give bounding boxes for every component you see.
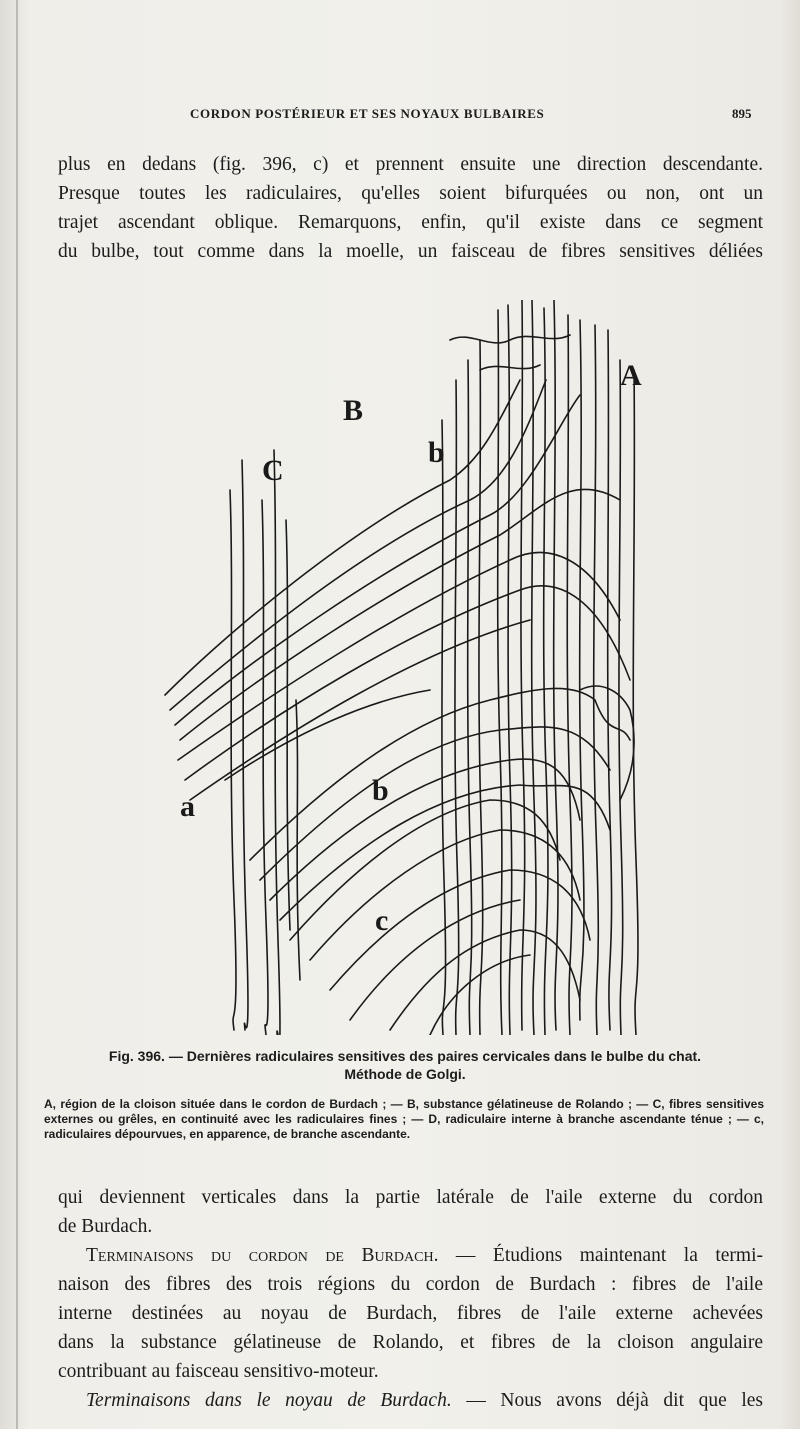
running-head: CORDON POSTÉRIEUR ET SES NOYAUX BULBAIRES (190, 106, 545, 121)
text-line: Presque toutes les radiculaires, qu'elles soient bifurquées ou non, ont un (58, 183, 763, 204)
page-number: 895 (732, 106, 752, 121)
page-edge-shadow (16, 0, 18, 1429)
figure-caption (40, 1047, 770, 1083)
caption-title: Fig. 396. — Dernières radiculaires sensitives des paires cervicales dans le bulbe du chat. (108, 1048, 702, 1064)
label-a: a (180, 790, 195, 823)
label-A: A (620, 359, 642, 392)
top-paragraph (58, 150, 763, 266)
label-b-lower: b (372, 774, 389, 807)
label-C: C (262, 454, 284, 487)
text-line: naison des fibres des trois régions du cordon de Burdach : fibres de l'aile (58, 1274, 763, 1295)
subheading-line (58, 1386, 763, 1415)
label-B: B (343, 394, 364, 427)
bottom-text (58, 1183, 763, 1415)
section-heading-line (58, 1241, 763, 1270)
label-b-upper: b (428, 436, 445, 469)
text-line: plus en dedans (fig. 396, c) et prennent ensuite une direction descendante. (58, 154, 763, 175)
text-line: qui deviennent verticales dans la partie latérale de l'aile externe du cordon (58, 1187, 763, 1208)
figure-legend: A, région de la cloison située dans le cordon de Burdach ; — B, substance gélatineuse de Rolando ; — C, fibres sensitives externes ou grêles, en continuité avec les radiculaires fines ; — D, radiculaire interne à branche ascendante ténue ; — c, radiculaires dépourvues, en apparence, de branche ascendante. (44, 1097, 764, 1141)
text-line: de Burdach. (58, 1216, 153, 1237)
text-line: — Étudions maintenant la termi- (438, 1245, 763, 1266)
text-line: contribuant au faisceau sensitivo-moteur. (58, 1361, 379, 1382)
golgi-fiber-illustration (150, 300, 770, 1035)
text-line: dans la substance gélatineuse de Rolando, et fibres de la cloison angulaire (58, 1332, 763, 1353)
subheading: Terminaisons dans le noyau de Burdach. (86, 1390, 452, 1411)
section-heading: Terminaisons du cordon de Burdach. (86, 1245, 439, 1266)
text-line: trajet ascendant oblique. Remarquons, enfin, qu'il existe dans ce segment (58, 212, 763, 233)
text-line: interne destinées au noyau de Burdach, fibres de l'aile externe achevées (58, 1303, 763, 1324)
figure-396-drawing (150, 300, 770, 1035)
label-c: c (375, 904, 389, 937)
text-line: du bulbe, tout comme dans la moelle, un faisceau de fibres sensitives déliées (58, 241, 763, 262)
caption-method: Méthode de Golgi. (344, 1066, 466, 1082)
text-line: — Nous avons déjà dit que les (451, 1390, 764, 1411)
